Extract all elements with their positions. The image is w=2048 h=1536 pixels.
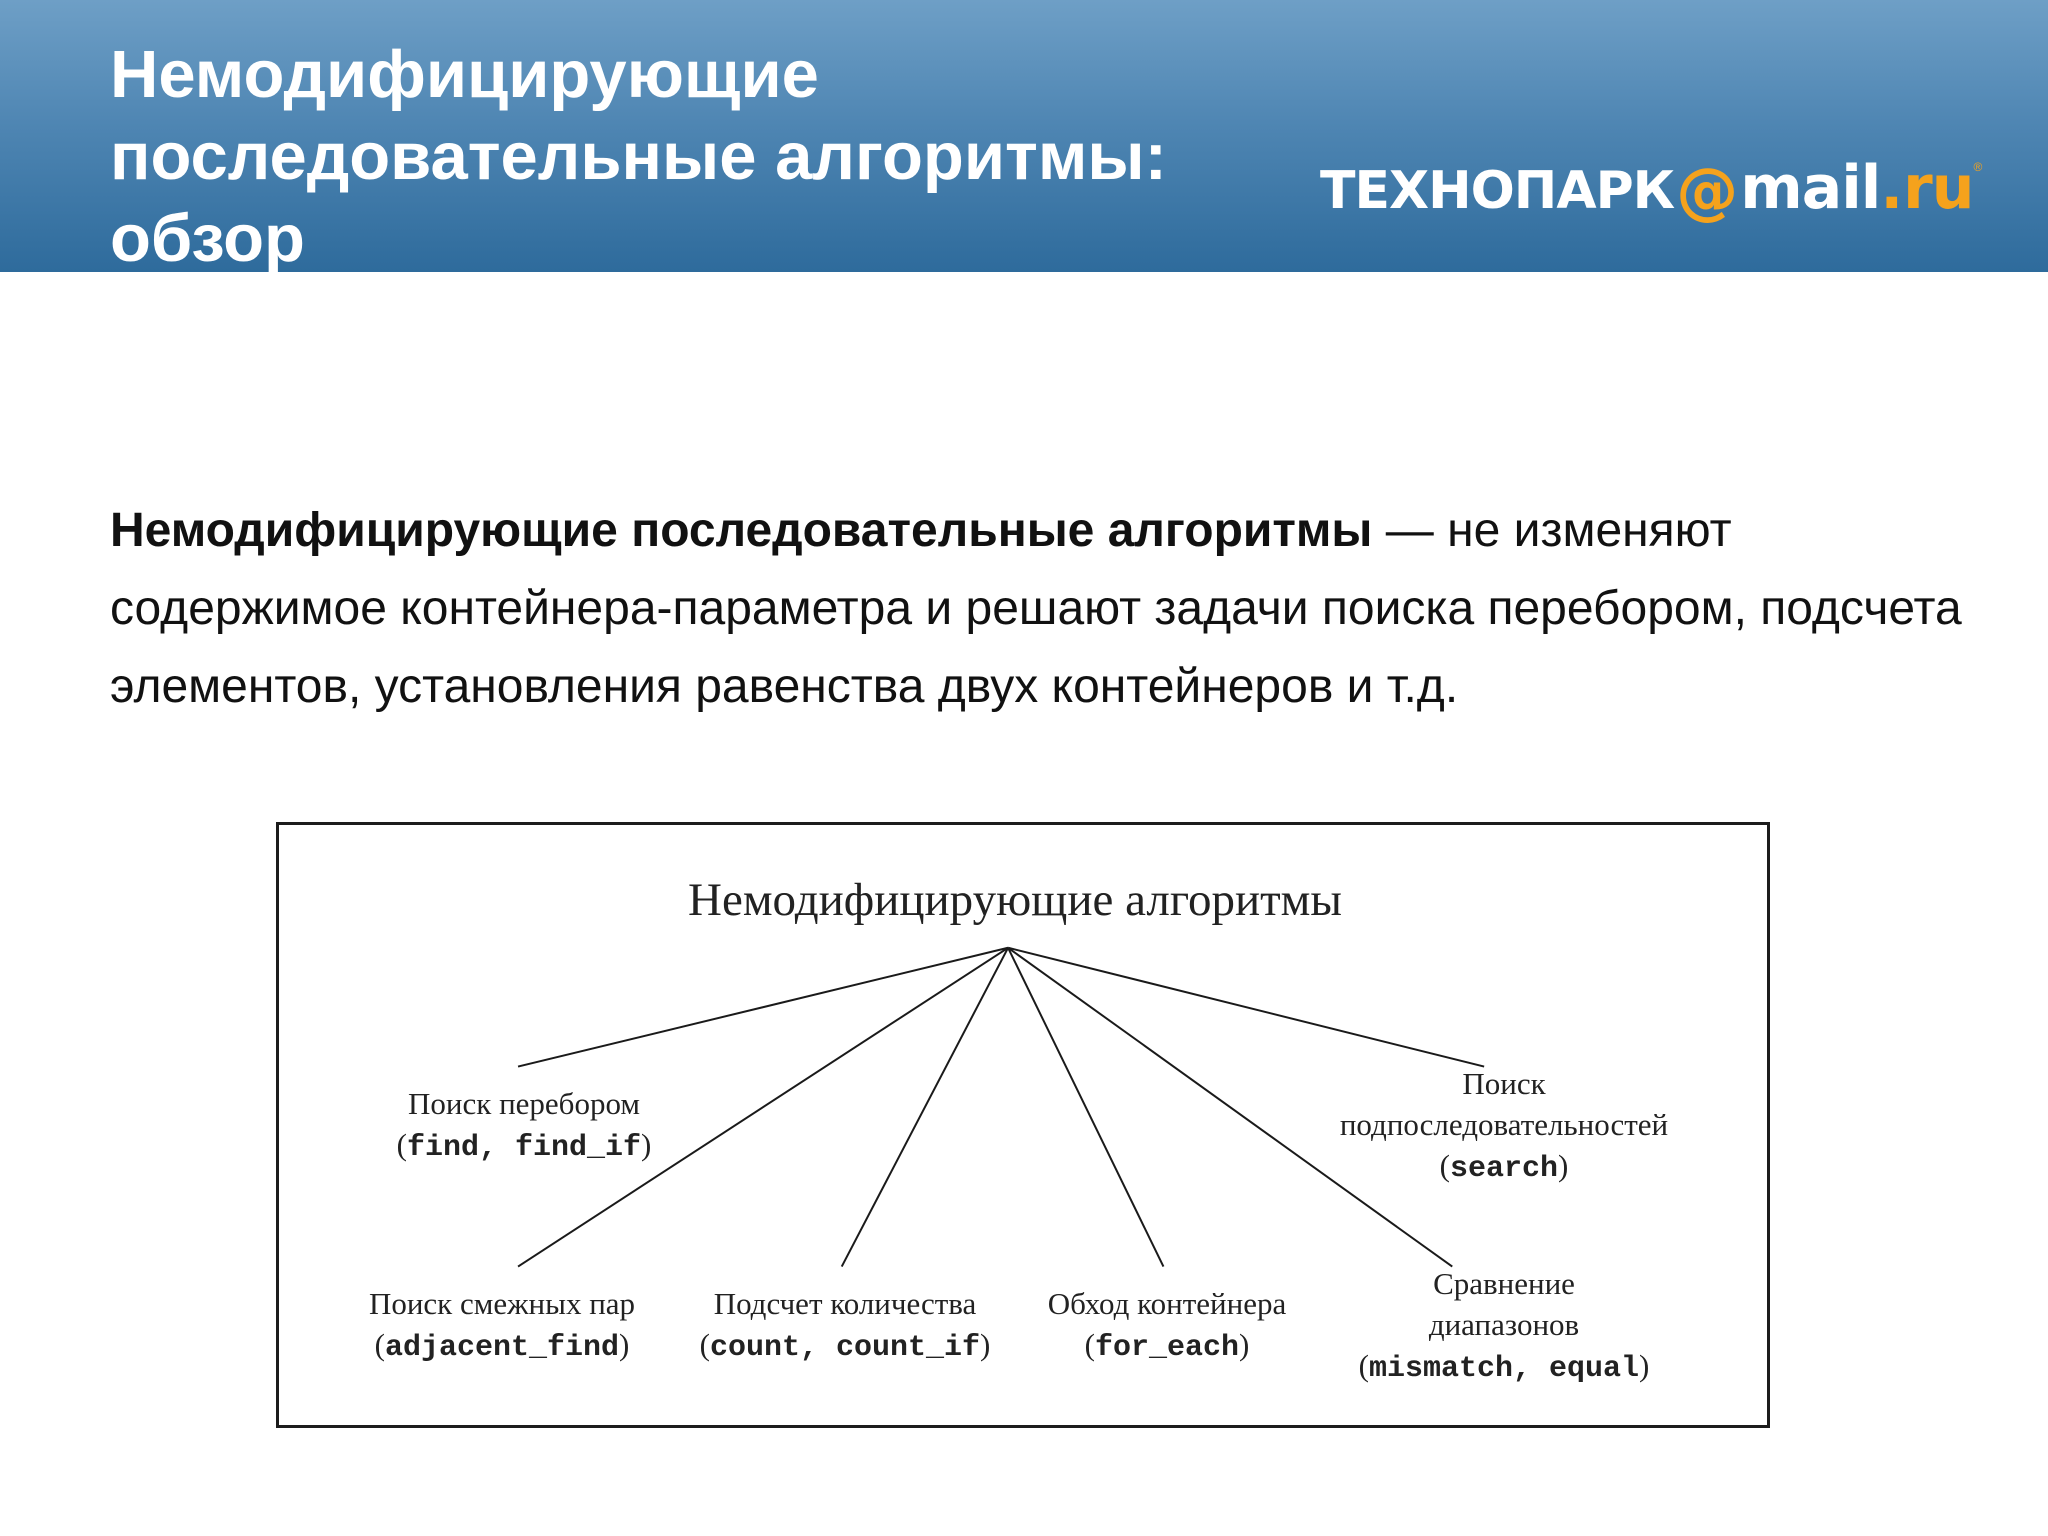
node-search-label-line-2: подпоследовательностей <box>1339 1107 1669 1142</box>
logo-mail-text: mail <box>1740 153 1881 223</box>
node-foreach-code: (for_each) <box>1084 1327 1250 1365</box>
slide-title-line-3: обзор <box>110 201 305 276</box>
definition-term: Немодифицирующие последовательные алгоритмы <box>110 504 1373 557</box>
node-search-code: (search) <box>1439 1148 1569 1186</box>
node-adjacent-label: Поиск смежных пар <box>368 1286 636 1321</box>
edge-to-count <box>842 948 1008 1267</box>
definition-paragraph <box>110 492 1990 726</box>
logo-dot: . <box>1880 153 1904 223</box>
node-search <box>1299 1063 1709 1190</box>
node-count-label: Подсчет количества <box>713 1286 977 1321</box>
node-find-code: (find, find_if) <box>396 1127 652 1165</box>
logo-brand-text: ТЕХНОПАРК <box>1320 161 1675 221</box>
slide-title-line-1: Немодифицирующие <box>110 37 819 112</box>
node-find-label: Поиск перебором <box>408 1086 640 1121</box>
node-mismatch-label-line-1: Сравнение <box>1433 1266 1575 1301</box>
logo-ru-text: ru <box>1903 153 1974 223</box>
edge-to-foreach <box>1008 948 1163 1267</box>
node-mismatch <box>1339 1263 1669 1390</box>
node-find <box>379 1083 669 1169</box>
algorithm-tree-diagram <box>276 822 1770 1428</box>
node-adjacent <box>337 1283 667 1369</box>
node-adjacent-code: (adjacent_find) <box>374 1327 630 1365</box>
diagram-root-label: Немодифицирующие алгоритмы <box>688 874 1342 926</box>
edge-to-find <box>518 948 1008 1067</box>
node-mismatch-code: (mismatch, equal) <box>1358 1348 1650 1386</box>
logo-registered-mark: ® <box>1973 160 1983 174</box>
definition-rest: — не изменяют содержимое контейнера-параметра и решают задачи поиска перебором, подсчета элементов, установления равенства двух контейнеров и т.д. <box>110 504 1962 713</box>
slide-title <box>110 34 1260 280</box>
slide-title-line-2: последовательные алгоритмы: <box>110 119 1167 194</box>
node-search-label-line-1: Поиск <box>1462 1066 1546 1101</box>
logo-at-sign: @ <box>1676 154 1739 227</box>
node-foreach-label: Обход контейнера <box>1047 1286 1287 1321</box>
technopark-mail-logo <box>1320 150 1983 227</box>
node-count <box>685 1283 1005 1369</box>
node-count-code: (count, count_if) <box>699 1327 991 1365</box>
node-mismatch-label-line-2: диапазонов <box>1428 1307 1580 1342</box>
edge-to-search <box>1008 948 1484 1067</box>
node-foreach <box>1017 1283 1317 1369</box>
